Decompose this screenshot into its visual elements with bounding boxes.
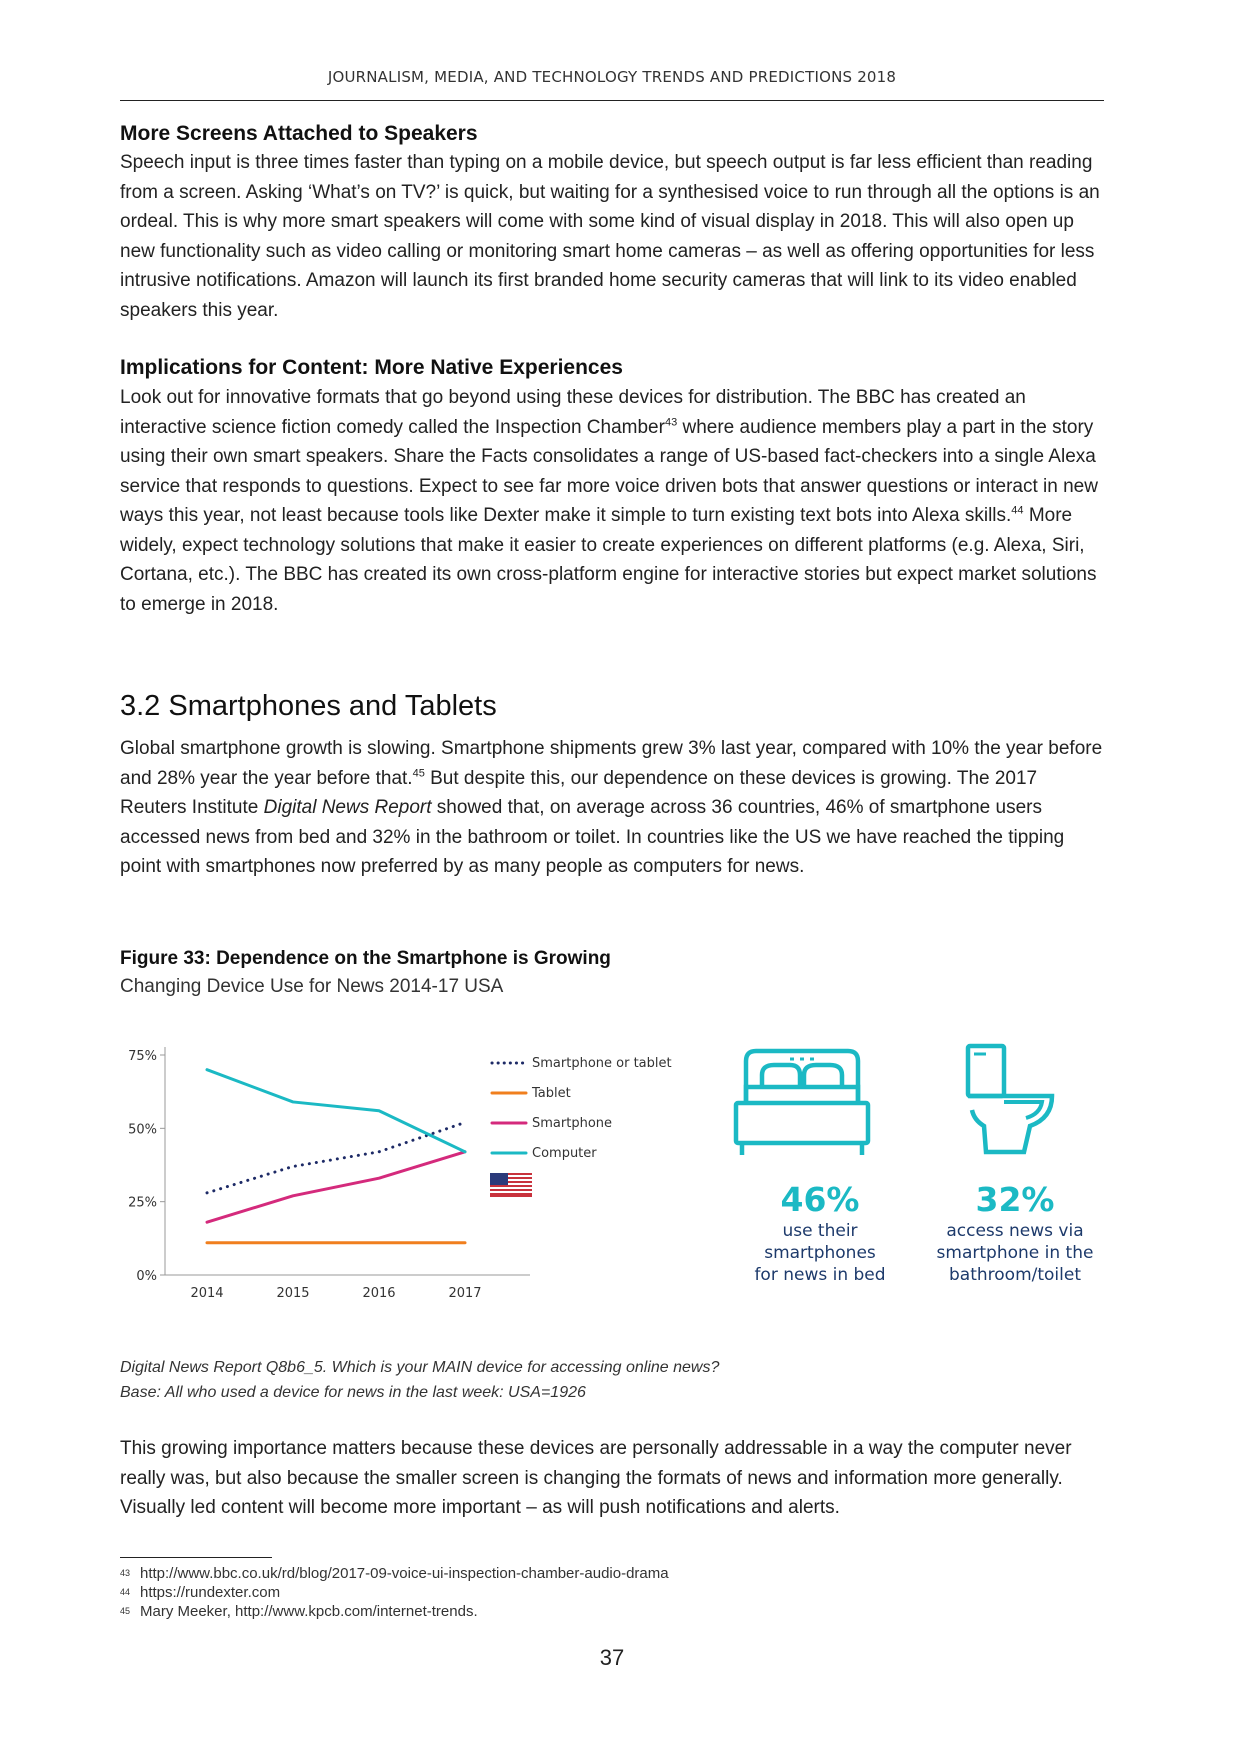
stat-bathroom [915,1180,1115,1286]
series-line-computer [207,1070,465,1152]
section-body-smartphones: Global smartphone growth is slowing. Smartphone shipments grew 3% last year, compared with 10% the year before and 28% year the year before that.$^{45}$ But despite this, our dependence on these devices is growing. The 2017 Reuters Institute Digital News Report showed that, on average across 36 countries, 46% of smartphone users accessed news from bed and 32% in the bathroom or toilet. In countries like the US we have reached the tipping point with smartphones now preferred by as many people as computers for news. [120,738,1103,877]
section-heading-smartphones: 3.2 Smartphones and Tablets [120,690,497,722]
section-body-screens: Speech input is three times faster than typing on a mobile device, but speech output is far less efficient than reading from a screen. Asking ‘What’s on TV?’ is quick, but waiting for a synthesised voice to run through all the options is an ordeal. This is why more smart speakers will come with some kind of visual display in 2018. This will also open up new functionality such as video calling or monitoring smart home cameras – as well as offering opportunities for less intrusive notifications. Amazon will launch its first branded home security cameras that will link to its video enabled speakers this year. [120,152,1100,321]
footnote-43 [120,1564,669,1583]
us-flag-icon [490,1173,532,1197]
section-heading-screens: More Screens Attached to Speakers [120,122,478,145]
x-tick-label: 2015 [276,1286,310,1301]
legend-entry [490,1078,730,1108]
legend-label: Tablet [532,1085,571,1101]
footnote-link[interactable]: https://rundexter.com [140,1584,281,1601]
stat-bed-value: 46% [780,1180,860,1219]
legend-label: Smartphone [532,1115,613,1131]
footnote-45 [120,1602,478,1621]
closing-paragraph: This growing importance matters because these devices are personally addressable in a way the computer never really was, but also because the smaller screen is changing the formats of news and information more generally. Visually led content will become more important – as will push notifications and alerts. [120,1438,1072,1518]
footnote-link[interactable]: Mary Meeker, http://www.kpcb.com/internet-trends. [140,1603,478,1620]
x-tick-label: 2017 [448,1286,482,1301]
stat-bathroom-caption-line: access news via [946,1221,1084,1241]
legend-swatch [490,1060,528,1066]
y-tick-label: 25% [128,1195,157,1211]
stat-bathroom-caption-line: bathroom/toilet [949,1265,1081,1285]
stat-bathroom-caption-line: smartphone in the [936,1243,1094,1263]
y-tick-label: 50% [128,1122,157,1138]
footnote-number: 45 [120,1606,131,1616]
footnote-number: 43 [120,1568,131,1578]
stat-bathroom-value: 32% [975,1180,1055,1219]
header-rule [120,100,1104,101]
footnote-44 [120,1583,280,1602]
legend-entry [490,1108,730,1138]
figure-subtitle: Changing Device Use for News 2014-17 USA [120,976,504,997]
legend-label: Computer [532,1145,597,1161]
legend-entry [490,1048,730,1078]
legend-label: Smartphone or tablet [532,1055,672,1071]
figure-source-line-1: Digital News Report Q8b6_5. Which is your MAIN device for accessing online news? [120,1359,720,1376]
running-header: JOURNALISM, MEDIA, AND TECHNOLOGY TRENDS AND PREDICTIONS 2018 [327,68,897,86]
y-tick-label: 75% [128,1049,157,1064]
legend-swatch [490,1090,528,1096]
legend-swatch [490,1150,528,1156]
legend-entry [490,1138,730,1168]
x-tick-label: 2016 [362,1286,396,1301]
stat-bed-caption-line: use their [782,1221,858,1241]
footnote-ref-45[interactable]: 45 [412,767,425,780]
legend-swatch [490,1120,528,1126]
y-tick-label: 0% [136,1269,157,1284]
toilet-icon [960,1040,1060,1160]
figure-source-line-2: Base: All who used a device for news in the last week: USA=1926 [120,1384,586,1401]
section-body-implications: Look out for innovative formats that go beyond using these devices for distribution. The BBC has created an interactive science fiction comedy called the Inspection Chamber$^{43}$ where audience members play a part in the story using their own smart speakers. Share the Facts consolidates a range of US-based fact-checkers into a single Alexa service that responds to questions. Expect to see far more voice driven bots that answer questions or interact in new ways this year, not least because tools like Dexter make it simple to turn existing text bots into Alexa skills.$^{44}$ More widely, expect technology solutions that make it easier to create experiences on different platforms (e.g. Alexa, Siri, Cortana, etc.). The BBC has created its own cross-platform engine for interactive stories but expect market solutions to emerge in 2018. [120,387,1098,615]
series-line-smartphone [207,1152,465,1222]
figure-title: Figure 33: Dependence on the Smartphone is Growing [120,948,611,969]
page-number: 37 [599,1645,625,1670]
footnote-ref-43[interactable]: 43 [664,416,678,429]
x-tick-label: 2014 [190,1286,224,1301]
footnote-number: 44 [120,1587,131,1597]
stat-bed-caption-line: smartphones [764,1243,876,1263]
stat-bed [720,1180,920,1286]
bed-icon [732,1045,872,1160]
footnote-ref-44[interactable]: 44 [1011,504,1024,517]
chart-legend [490,1048,730,1168]
footnote-link[interactable]: http://www.bbc.co.uk/rd/blog/2017-09-voice-ui-inspection-chamber-audio-drama [140,1565,669,1582]
stat-bed-caption-line: for news in bed [754,1265,886,1285]
section-heading-implications: Implications for Content: More Native Experiences [120,356,623,379]
footnote-rule [120,1557,272,1558]
